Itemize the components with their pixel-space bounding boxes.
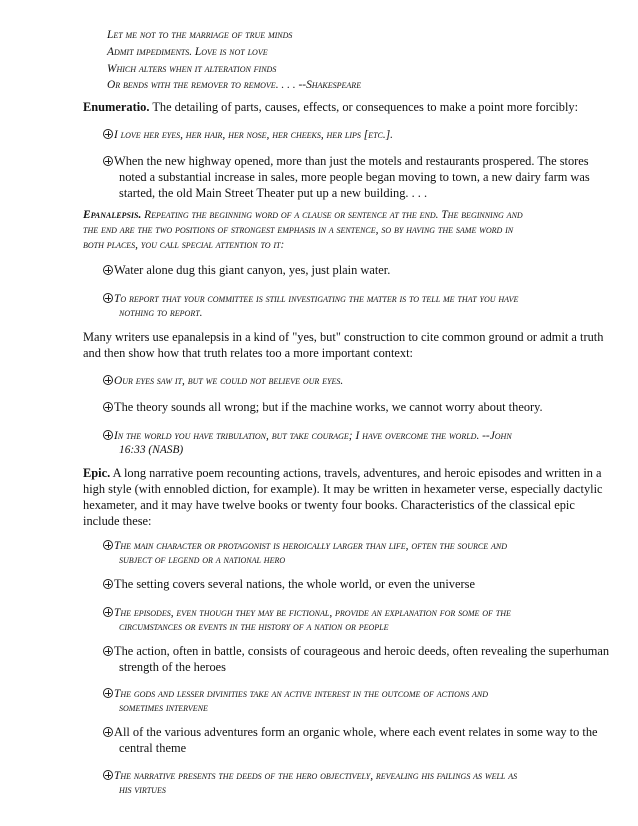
circle-cross-bullet-icon [103,727,113,737]
circle-cross-bullet-icon [103,540,113,550]
example-text: In the world you have tribulation, but take courage; I have overcome the world. --John [114,430,512,442]
body-paragraph: Many writers use epanalepsis in a kind of "yes, but" construction to cite common ground or admit a truth [83,330,604,344]
epic-definition: include these: [83,514,152,528]
list-item [103,126,393,143]
example-text: To report that your committee is still investigating the matter is to tell me that you have [114,293,519,305]
circle-cross-bullet-icon [103,293,113,303]
circle-cross-bullet-icon [103,770,113,780]
list-item [103,724,598,740]
list-item [103,643,609,659]
epic-item-text: sometimes intervene [119,702,208,714]
example-text: When the new highway opened, more than just the motels and restaurants prospered. The stores [114,154,589,168]
circle-cross-bullet-icon [103,607,113,617]
epic-item-text: The narrative presents the deeds of the hero objectively, revealing his failings as well as [114,770,518,782]
circle-cross-bullet-icon [103,129,113,139]
circle-cross-bullet-icon [103,402,113,412]
epanalepsis-definition: the end are the two positions of strongest emphasis in a sentence, so by having the same word in [83,224,514,236]
epic-item-text: The main character or protagonist is heroically larger than life, often the source and [114,540,507,552]
epanalepsis-definition: Repeating the beginning word of a clause or sentence at the end. The beginning and [144,209,523,221]
list-item [103,576,475,592]
epic-entry [83,465,602,481]
enumeratio-term: Enumeratio. [83,100,150,114]
enumeratio-entry [83,99,578,115]
epic-item-text: his virtues [119,784,166,796]
epanalepsis-entry [83,207,523,223]
circle-cross-bullet-icon [103,579,113,589]
epic-item-text: central theme [119,741,187,755]
example-text: I love her eyes, her hair, her nose, her cheeks, her lips [etc.]. [114,129,394,141]
poem-line: Which alters when it alteration finds [107,63,277,75]
circle-cross-bullet-icon [103,156,113,166]
poem-line: Let me not to the marriage of true minds [107,29,293,41]
epic-item-text: The setting covers several nations, the whole world, or even the universe [114,577,475,591]
epic-definition: hexameter, and it may have twelve books or twenty four books. Characteristics of the classical epic [83,498,575,512]
example-text: The theory sounds all wrong; but if the machine works, we cannot worry about theory. [114,400,543,414]
epic-term: Epic. [83,466,111,480]
circle-cross-bullet-icon [103,265,113,275]
example-text: Water alone dug this giant canyon, yes, just plain water. [114,263,391,277]
epanalepsis-term: Epanalepsis. [83,209,142,221]
list-item [103,153,589,169]
epic-item-text: All of the various adventures form an organic whole, where each event relates in some way to the [114,725,598,739]
list-item [103,399,543,415]
epic-item-text: subject of legend or a national hero [119,554,286,566]
circle-cross-bullet-icon [103,375,113,385]
poem-line: Admit impediments. Love is not love [107,46,268,58]
list-item [103,262,390,278]
epic-item-text: strength of the heroes [119,660,227,674]
epic-definition: A long narrative poem recounting actions, travels, adventures, and heroic episodes and written in a [112,466,602,480]
poem-line: Or bends with the remover to remove. . . . --Shakespeare [107,79,362,91]
example-text: started, the old Main Street Theater put up a new building. . . . [119,186,428,200]
circle-cross-bullet-icon [103,688,113,698]
example-text: noted a substantial increase in sales, more people began moving to town, a new dairy farm was [119,170,590,184]
circle-cross-bullet-icon [103,646,113,656]
example-text: 16:33 (NASB) [119,444,184,456]
list-item [103,372,343,389]
epic-item-text: The action, often in battle, consists of courageous and heroic deeds, often revealing the superhuman [114,644,610,658]
epanalepsis-definition: both places, you call special attention to it: [83,239,285,251]
circle-cross-bullet-icon [103,430,113,440]
example-text: nothing to report. [119,307,203,319]
epic-definition: high style (with ennobled diction, for example). It may be written in hexameter verse, especially dactylic [83,482,603,496]
epic-item-text: The episodes, even though they may be fictional, provide an explanation for some of the [114,607,511,619]
body-paragraph: and then show how that truth relates too a more important context: [83,346,413,360]
epic-item-text: circumstances or events in the history of a nation or people [119,621,389,633]
epic-item-text: The gods and lesser divinities take an active interest in the outcome of actions and [114,688,489,700]
example-text: Our eyes saw it, but we could not believe our eyes. [114,375,344,387]
enumeratio-definition: The detailing of parts, causes, effects, or consequences to make a point more forcibly: [152,100,579,114]
